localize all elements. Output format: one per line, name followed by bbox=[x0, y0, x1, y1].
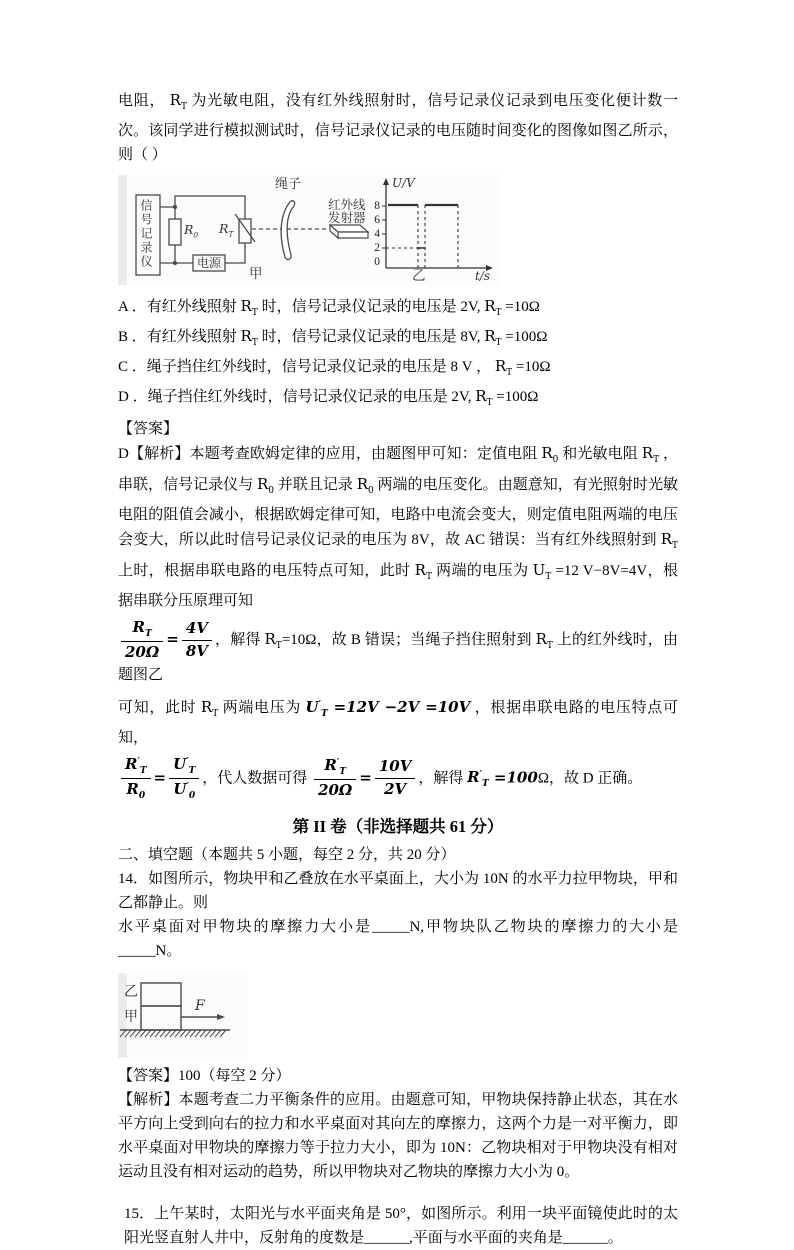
resistor-r0 bbox=[169, 219, 181, 245]
option-d: D ．绳子挡住红外线时，信号记录仪记录的电压是 2V, $R_T =100\Omega$ bbox=[118, 387, 539, 408]
question-14-text: 14．如图所示，物块甲和乙叠放在水平桌面上，大小为 10N 的水平力拉甲物块，甲和乙都静止。则 bbox=[118, 871, 678, 912]
formula-line-2: $\frac{R'_T}{R_0}$ = $\frac{U'_T}{U'_0}$ ，代人数据可得 $\frac{R'_T}{20\Omega}$ = $\frac{10V}{2V}$ ，解得 $R'_T =100\Omega$，故 D 正确。 bbox=[118, 756, 678, 802]
y-tick-6: 6 bbox=[374, 214, 380, 226]
y-tick-8: 8 bbox=[374, 200, 380, 212]
question-15-text: 15．上午某时，太阳光与水平面夹角是 50°，如图所示。利用一块平面镜使此时的太阳光竖直射人井中，反射角的度数是______,平面与水平面的夹角是______。 bbox=[124, 1206, 678, 1247]
graph-dashed-lines bbox=[386, 205, 458, 268]
option-b: B ．有红外线照射 $R_T$ 时，信号记录仪记录的电压是 8V, $R_T =100\Omega$ bbox=[118, 327, 548, 348]
force-arrowhead bbox=[217, 1014, 225, 1020]
rope-label: 绳子 bbox=[275, 176, 302, 191]
formula-line-1: $\frac{R_T}{20\Omega}$ = $\frac{4V}{8V}$ ，解得 $R_T=10\Omega$，故 B 错误；当绳子挡住照射到 $R_T$ 上的红外线时，由题图乙 bbox=[118, 618, 678, 683]
junction-dot-top bbox=[173, 205, 177, 209]
option-a: A ．有红外线照射 $R_T$ 时，信号记录仪记录的电压是 2V, $R_T =10\Omega$ bbox=[118, 297, 540, 318]
q14-answer: 【答案】100（每空 2 分） bbox=[118, 1068, 291, 1085]
part-ii-heading: 第 II 卷（非选择题共 61 分） bbox=[292, 817, 504, 837]
graph-x-axis-label: t/s bbox=[475, 269, 491, 283]
y-axis-arrow bbox=[383, 178, 389, 185]
y-tick-2: 2 bbox=[374, 242, 380, 254]
emitter-label-line2: 发射器 bbox=[328, 211, 366, 225]
loop-top-wire bbox=[175, 196, 245, 219]
force-f-label: F bbox=[195, 998, 205, 1015]
q14-analysis: 【解析】本题考查二力平衡条件的应用。由题意可知，甲物块保持静止状态，其在水平方向上受到向右的拉力和水平桌面对其向左的摩擦力，这两个力是一对平衡力，即水平桌面对甲物块的摩擦力等于拉力大小，即为 10N：乙物块相对于甲物块没有相对运动且没有相对运动的趋势，所以甲物块对乙物块的摩擦力大小为 0。 bbox=[118, 1092, 678, 1181]
circuit-and-graph-drawing bbox=[118, 175, 500, 285]
choice-options bbox=[118, 295, 678, 415]
y-tick-4: 4 bbox=[374, 228, 380, 240]
answer-label: 【答案】 bbox=[118, 421, 179, 437]
ground-hatching bbox=[120, 1030, 226, 1037]
question-13-figure bbox=[118, 175, 500, 285]
block-jia bbox=[141, 1006, 181, 1030]
graph-caption-yi: 乙 bbox=[412, 268, 426, 283]
y-tick-0: 0 bbox=[374, 256, 380, 268]
graph-y-axis-label: U/V bbox=[392, 176, 415, 190]
power-source-label: 电源 bbox=[196, 256, 221, 270]
photoresistor-rt-label: $R_T$ bbox=[219, 221, 234, 239]
block-jia-label: 甲 bbox=[124, 1010, 138, 1026]
question-14-blanks: 水平桌面对甲物块的摩擦力大小是_____N,甲物块队乙物块的摩擦力的大小是_____N。 bbox=[118, 919, 678, 960]
recorder-wires bbox=[160, 207, 175, 263]
analysis-continuation: 可知，此时 $R_T$ 两端电压为 $U'_T =12V -2V =10V$ ，根据串联电路的电压特点可知， bbox=[118, 697, 678, 746]
rope-shape bbox=[281, 201, 295, 260]
fill-blank-section-title: 二、填空题（本题共 5 小题，每空 2 分，共 20 分） bbox=[118, 847, 456, 864]
block-yi-label: 乙 bbox=[124, 985, 138, 1001]
junction-dot-bottom bbox=[173, 261, 177, 265]
emitter-label-line1: 红外线 bbox=[328, 198, 366, 212]
block-yi bbox=[141, 983, 181, 1006]
question-14-figure bbox=[118, 973, 248, 1058]
analysis-paragraph: D【解析】本题考查欧姆定律的应用，由题图甲可知：定值电阻 $R_0$ 和光敏电阻 $R_T$ ，串联，信号记录仪与 $R_0$ 并联且记录 $R_0$ 两端的电压变化。由题意知，有光照射时光敏电阻的阻值会减小，根据欧姆定律可知，电路中电流会变大，则定值电阻两端的电压会变大，所以此时信号记录仪记录的电压为 8V，故 AC 错误：当有红外线照射到 $R_T$ 上时，根据串联电路的电压特点可知，此时 $R_T$ 两端的电压为 $U_T =12$ V−8V=4V，根据串联分压原理可知 bbox=[118, 444, 678, 609]
option-c: C ．绳子挡住红外线时，信号记录仪记录的电压是 8 V ， $R_T =10\Omega$ bbox=[118, 357, 551, 378]
circuit-caption-jia: 甲 bbox=[249, 266, 263, 281]
signal-recorder-label: 信号记录仪 bbox=[139, 199, 153, 269]
resistor-r0-label: $R_0$ bbox=[184, 222, 199, 240]
question-13-intro: 电阻， $R_T$ 为光敏电阻，没有红外线照射时，信号记录仪记录到电压变化便计数一次。该同学进行模拟测试时，信号记录仪记录的电压随时间变化的图像如图乙所示，则（ ） bbox=[118, 91, 678, 163]
